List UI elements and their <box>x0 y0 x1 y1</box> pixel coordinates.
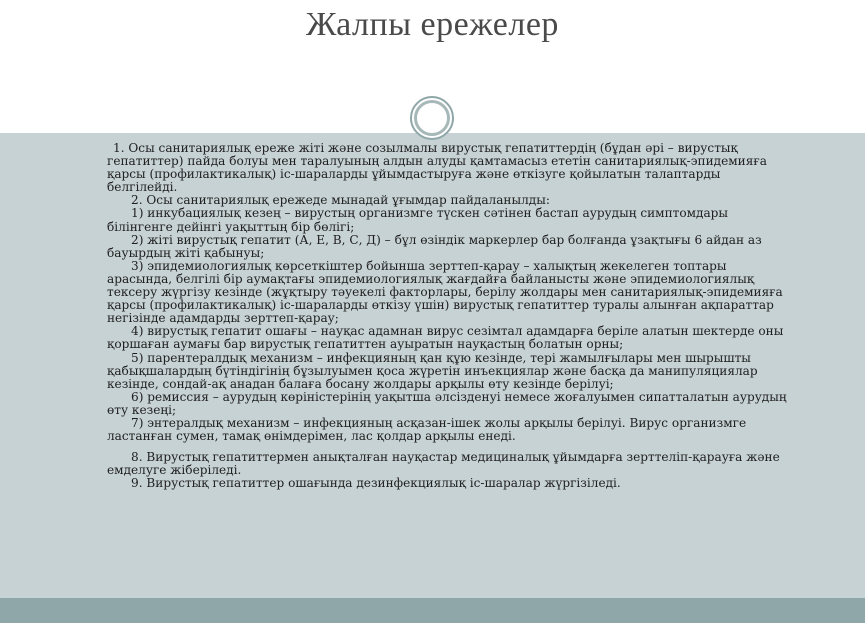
paragraph-1: 1. Осы санитариялық ереже жіті және созылмалы вирустық гепатиттердің (бұдан әрі – вирустық гепатиттер) пайда болуы мен таралуының алдын алуды қамтамасыз ететін санитариялық-эпидемияға қарсы (профилактикалық) іс-шараларды ұйымдастыруға және өткізуге қойылатын талаптарды белгілейді. <box>107 141 767 195</box>
definition-4: 4) вирустық гепатит ошағы – науқас адамнан вирус сезімтал адамдарға беріле алатын шектерде оны қоршаған аумағы бар вирустық гепатиттен ауыратын науқастың болатын орны; <box>107 324 784 352</box>
slide-body-text <box>107 142 787 490</box>
definition-3: 3) эпидемиологиялық көрсеткіштер бойынша зерттеп-қарау – халықтың жекелеген топтары арасында, белгілі бір аумақтағы эпидемиологиялық жағдайға байланысты және эпидемиологиялық тексеру жүргізу кезінде (жұқтыру тәуекелі факторлары, берілу жолдары мен санитариялық-эпидемияға қарсы (профилактикалық) іс-шараларды өткізу үшін) вирустық гепатиттер туралы алынған ақпараттар негізінде адамдарды зерттеп-қарау; <box>107 258 783 326</box>
definition-1: 1) инкубациялық кезең – вирустың организмге түскен сәтінен бастап аурудың симптомдары білінгенге дейінгі уақыттың бір бөлігі; <box>107 206 729 234</box>
paragraph-2: 2. Осы санитариялық ережеде мынадай ұғымдар пайдаланылды: <box>131 193 550 208</box>
paragraph-8: 8. Вирустық гепатиттермен анықталған науқастар медициналық ұйымдарға зерттеліп-қарауға және емделуге жіберіледі. <box>107 450 780 478</box>
definition-2: 2) жіті вирустық гепатит (А, Е, В, С, Д) – бұл өзіндік маркерлер бар болғанда ұзақтығы 6 айдан аз бауырдың жіті қабынуы; <box>107 232 762 260</box>
definition-6: 6) ремиссия – аурудың көріністерінің уақытша әлсізденуі немесе жоғалуымен сипатталатын аурудың өту кезеңі; <box>107 389 787 417</box>
footer-gap <box>0 623 865 641</box>
slide-title: Жалпы ережелер <box>306 6 559 43</box>
paragraph-9: 9. Вирустық гепатиттер ошағында дезинфекциялық іс-шаралар жүргізіледі. <box>131 476 621 491</box>
definition-5: 5) парентералдық механизм – инфекцияның қан құю кезінде, тері жамылғылары мен шырышты қабықшалардың бүтіндігінің бұзылуымен қоса жүретін инъекциялар және басқа да манипуляциялар кезінде, сондай-ақ анадан балаға босану жолдары арқылы өту кезінде берілуі; <box>107 350 758 391</box>
circle-ornament-inner-icon <box>414 100 450 136</box>
footer-bar <box>0 598 865 623</box>
definition-7: 7) энтералдық механизм – инфекцияның асқазан-ішек жолы арқылы берілуі. Вирус организмге ластанған сумен, тамақ өнімдерімен, лас қолдар арқылы енеді. <box>107 415 747 444</box>
